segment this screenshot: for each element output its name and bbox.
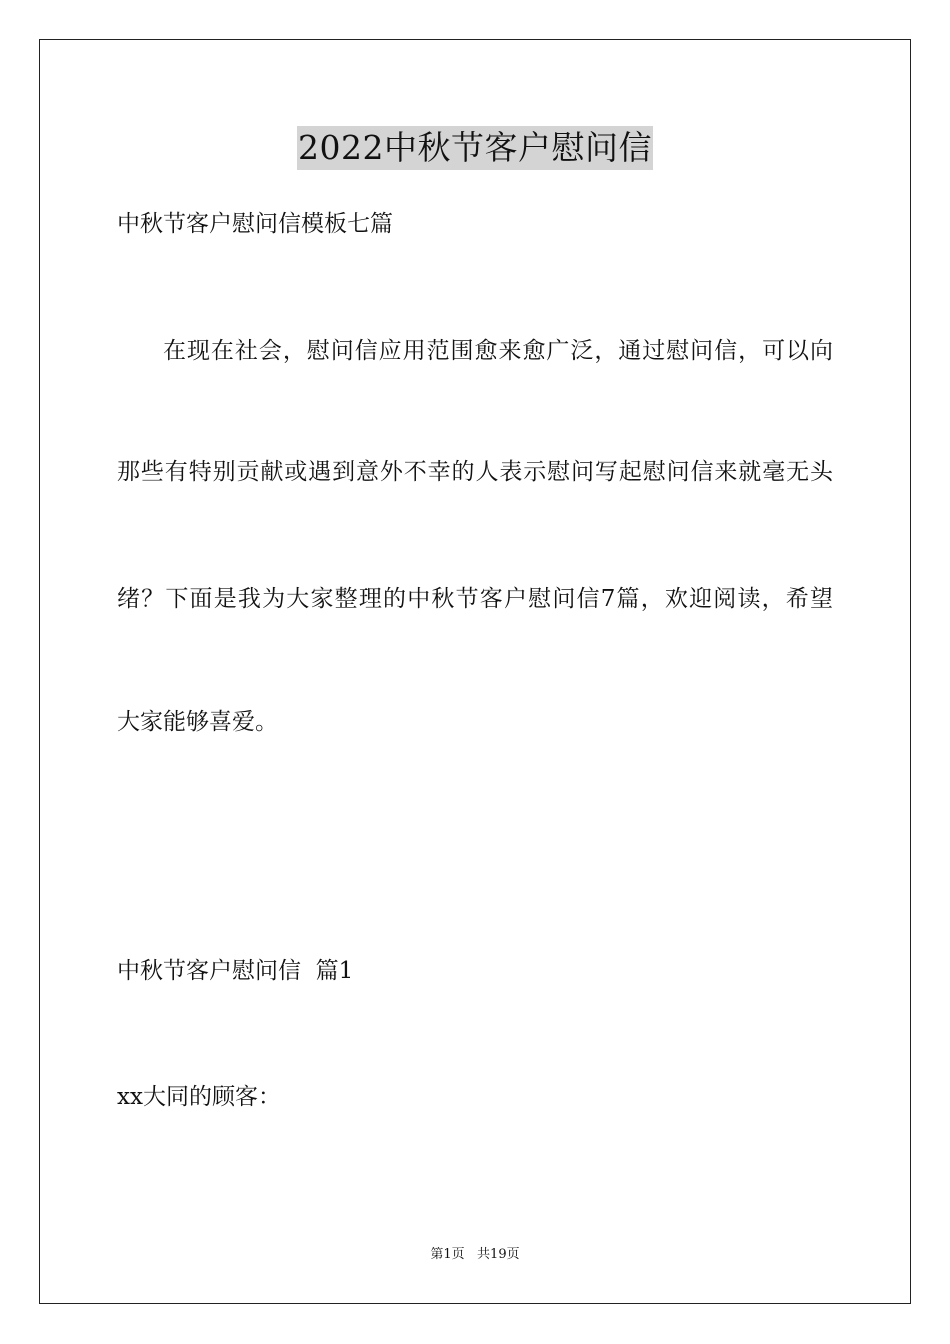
intro-line-1: 在现在社会，慰问信应用范围愈来愈广泛，通过慰问信，可以向 bbox=[163, 338, 833, 364]
salutation: xx大同的顾客： bbox=[117, 1084, 281, 1110]
intro-line-4: 大家能够喜爱。 bbox=[117, 709, 278, 735]
page-number-footer: 第1页 共19页 bbox=[430, 1247, 520, 1262]
section-heading: 中秋节客户慰问信 篇1 bbox=[117, 958, 354, 984]
intro-line-2: 那些有特别贡献或遇到意外不幸的人表示慰问写起慰问信来就毫无头 bbox=[117, 459, 833, 485]
title-container bbox=[0, 126, 950, 170]
document-title: 2022中秋节客户慰问信 bbox=[297, 126, 653, 170]
document-subtitle: 中秋节客户慰问信模板七篇 bbox=[117, 211, 393, 237]
intro-line-3: 绪？下面是我为大家整理的中秋节客户慰问信7篇，欢迎阅读，希望 bbox=[117, 586, 833, 612]
